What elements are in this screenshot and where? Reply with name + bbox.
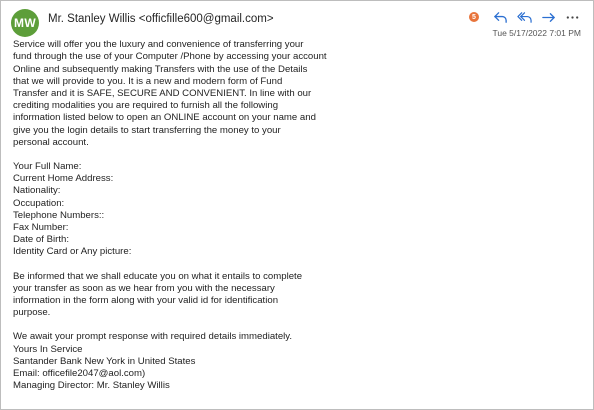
avatar[interactable]: MW (11, 9, 39, 37)
paragraph-signature: We await your prompt response with required details immediately. Yours In Service Santander Bank New York in United States Email: officefile2047@aol.com) Managing Director: Mr. Stanley Willis (13, 331, 293, 392)
paragraph-informed: Be informed that we shall educate you on what it entails to complete your transfer as soon as we hear from you with the necessary information in the form along with your valid id for identification purpose. (13, 270, 303, 319)
sender-name[interactable]: Mr. Stanley Willis <officfille600@gmail.com> (48, 13, 274, 25)
forward-icon (541, 10, 556, 25)
reply-button[interactable] (491, 8, 509, 26)
forward-button[interactable] (539, 8, 557, 26)
paragraph-service: Service will offer you the luxury and convenience of transferring your fund through the use of your Computer /Phone by accessing your account Online and subsequently making Transfers with the use of the Details that we will provide to you. It is a new and modern form of Fund Transfer and it is SAFE, SECURE AND CONVENIENT. In line with our crediting modalities you are required to furnish all the following information listed below to open an ONLINE account on your name and give you the login details to start transferring the money to your personal account. (13, 39, 327, 148)
reply-all-button[interactable] (515, 8, 533, 26)
reply-all-icon (517, 10, 532, 25)
sent-timestamp: Tue 5/17/2022 7:01 PM (492, 28, 581, 38)
email-header (1, 1, 593, 39)
email-body (13, 27, 413, 392)
reply-icon (493, 10, 508, 25)
status-badge: 5 (469, 12, 479, 22)
more-button[interactable] (563, 8, 581, 26)
header-actions (469, 8, 581, 26)
more-icon (565, 10, 580, 25)
paragraph-form-fields: Your Full Name: Current Home Address: Nationality: Occupation: Telephone Numbers:: Fax Number: Date of Birth: Identity Card or Any picture: (13, 161, 132, 258)
